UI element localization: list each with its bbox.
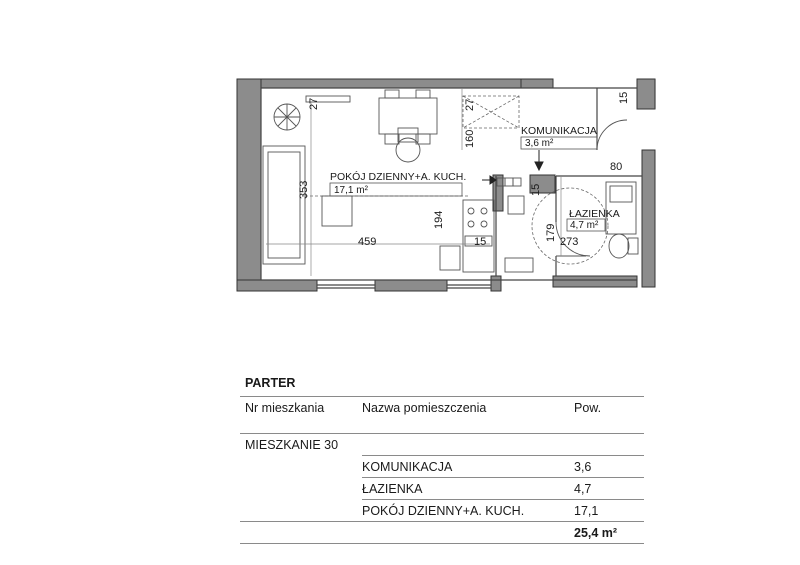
room-area: 17,1 — [574, 504, 599, 518]
total-area: 25,4 m² — [574, 526, 618, 540]
dim-160: 160 — [464, 129, 476, 148]
header-name: Nazwa pomieszczenia — [362, 401, 487, 415]
dim-273: 273 — [560, 236, 579, 248]
dim-179: 179 — [545, 223, 557, 242]
room-name: ŁAZIENKA — [362, 482, 423, 496]
table-row — [240, 500, 644, 521]
room-area-living: 17,1 m² — [334, 185, 368, 196]
room-area: 4,7 — [574, 482, 592, 496]
apartment-row — [240, 434, 644, 455]
header-area: Pow. — [574, 401, 602, 415]
room-name: KOMUNIKACJA — [362, 460, 453, 474]
dim-194: 194 — [433, 210, 445, 229]
header-nr: Nr mieszkania — [245, 401, 325, 415]
table-row — [240, 478, 644, 499]
dim-15-bottom: 15 — [474, 236, 487, 248]
room-name: POKÓJ DZIENNY+A. KUCH. — [362, 504, 525, 518]
room-area: 3,6 — [574, 460, 592, 474]
partitions — [261, 79, 655, 288]
dim-80: 80 — [610, 161, 623, 173]
apartment-name: MIESZKANIE 30 — [245, 438, 339, 452]
section-title: PARTER — [245, 376, 296, 390]
dim-15-top: 15 — [618, 91, 630, 104]
room-area-bathroom: 4,7 m² — [570, 220, 599, 231]
divider — [240, 543, 644, 544]
dim-353: 353 — [298, 180, 310, 199]
room-area-corridor: 3,6 m² — [525, 138, 554, 149]
room-name-bathroom: ŁAZIENKA — [569, 208, 620, 220]
table-row — [240, 456, 644, 477]
dim-15-bath: 15 — [530, 183, 542, 196]
total-row — [240, 522, 644, 543]
area-table — [240, 372, 644, 544]
dim-459: 459 — [358, 236, 377, 248]
header-row — [240, 397, 644, 421]
dim-27-left: 27 — [308, 97, 320, 110]
room-name-corridor: KOMUNIKACJA — [521, 125, 597, 137]
section-row — [240, 372, 644, 396]
dim-27-right: 27 — [464, 98, 476, 111]
room-name-living: POKÓJ DZIENNY+A. KUCH. — [330, 171, 467, 183]
